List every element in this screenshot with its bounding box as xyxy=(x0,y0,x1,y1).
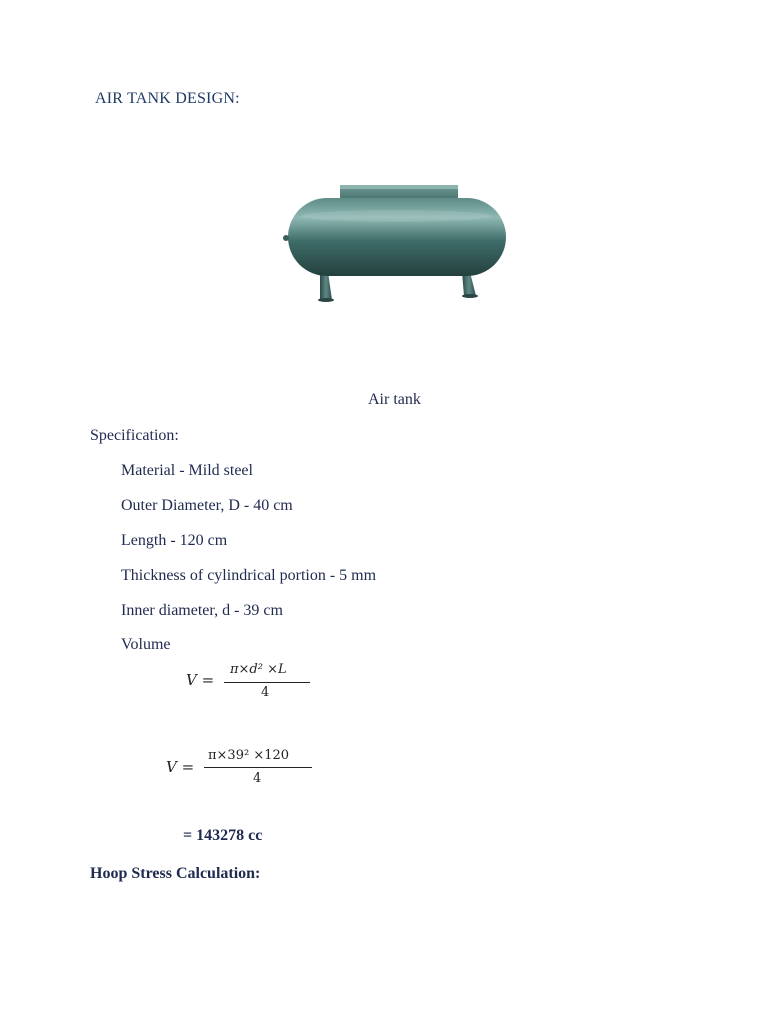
formula-general-fraction-bar xyxy=(224,682,310,683)
formula-general-numerator: π×d² ×L xyxy=(230,662,287,677)
formula-general-lhs: V = xyxy=(186,671,215,689)
spec-item-volume: Volume xyxy=(121,636,171,653)
hoop-stress-heading: Hoop Stress Calculation: xyxy=(90,865,261,882)
spec-item-length: Length - 120 cm xyxy=(121,532,228,549)
spec-item-material: Material - Mild steel xyxy=(121,462,253,479)
figure-caption: Air tank xyxy=(368,391,421,408)
spec-item-outer-diameter: Outer Diameter, D - 40 cm xyxy=(121,497,293,514)
specification-heading: Specification: xyxy=(90,427,179,444)
spec-item-inner-diameter: Inner diameter, d - 39 cm xyxy=(121,602,283,619)
formula-values-fraction-bar xyxy=(204,767,312,768)
spec-item-thickness: Thickness of cylindrical portion - 5 mm xyxy=(121,567,377,584)
volume-result: = 143278 cc xyxy=(183,827,263,844)
document-title: AIR TANK DESIGN: xyxy=(95,90,240,107)
formula-values-lhs: V = xyxy=(166,758,195,776)
formula-values-numerator: π×39² ×120 xyxy=(208,748,290,763)
formula-values-denominator: 4 xyxy=(253,771,262,786)
formula-general-denominator: 4 xyxy=(261,685,270,700)
air-tank-image xyxy=(276,178,514,308)
